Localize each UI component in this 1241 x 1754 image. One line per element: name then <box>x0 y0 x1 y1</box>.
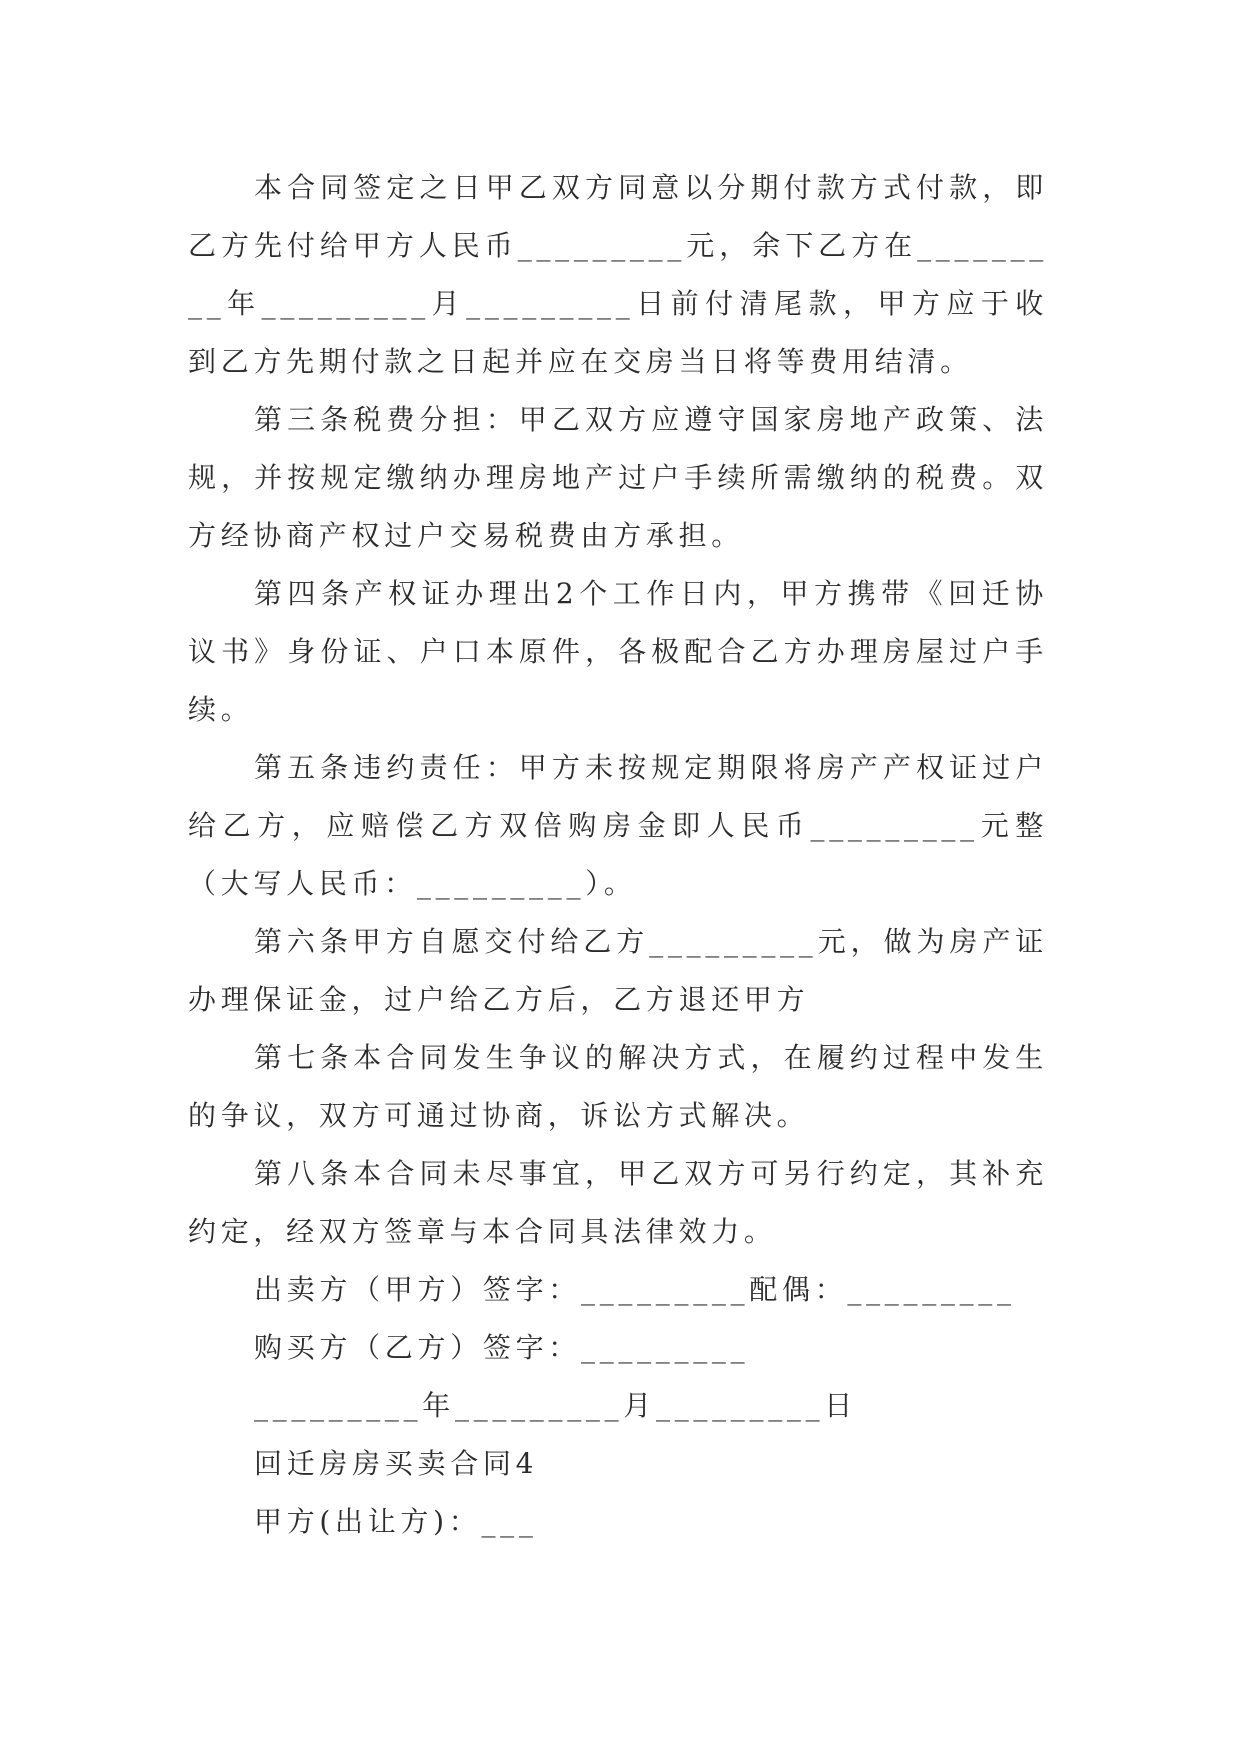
article-4-certificate: 第四条产权证办理出2个工作日内，甲方携带《回迁协议书》身份证、户口本原件，各极配合乙方办理房屋过户手续。 <box>188 577 1048 726</box>
article-8-supplement: 第八条本合同未尽事宜，甲乙双方可另行约定，其补充约定，经双方签章与本合同具法律效力。 <box>188 1157 1048 1248</box>
next-contract-title: 回迁房房买卖合同4 <box>254 1447 539 1480</box>
payment-paragraph: 本合同签定之日甲乙双方同意以分期付款方式付款，即乙方先付给甲方人民币_________元，余下乙方在_________年_________月_________日前付清尾款，甲方应于收到乙方先期付款之日起并应在交房当日将等费用结清。 <box>188 171 1048 378</box>
document-body <box>188 159 1048 1551</box>
buyer-signature-line: 购买方（乙方）签字：_________ <box>254 1331 750 1364</box>
article-3-taxes: 第三条税费分担：甲乙双方应遵守国家房地产政策、法规，并按规定缴纳办理房地产过户手续所需缴纳的税费。双方经协商产权过户交易税费由方承担。 <box>188 403 1048 552</box>
date-line: _________年_________月_________日 <box>254 1389 858 1422</box>
party-a-line: 甲方(出让方)：___ <box>254 1505 538 1538</box>
article-6-deposit: 第六条甲方自愿交付给乙方_________元，做为房产证办理保证金，过户给乙方后，乙方退还甲方 <box>188 925 1048 1016</box>
article-5-liability: 第五条违约责任：甲方未按规定期限将房产产权证过户给乙方，应赔偿乙方双倍购房金即人民币_________元整（大写人民币：_________）。 <box>188 751 1048 900</box>
seller-signature-line: 出卖方（甲方）签字：_________配偶：_________ <box>254 1273 1016 1306</box>
article-7-disputes: 第七条本合同发生争议的解决方式，在履约过程中发生的争议，双方可通过协商，诉讼方式解决。 <box>188 1041 1048 1132</box>
